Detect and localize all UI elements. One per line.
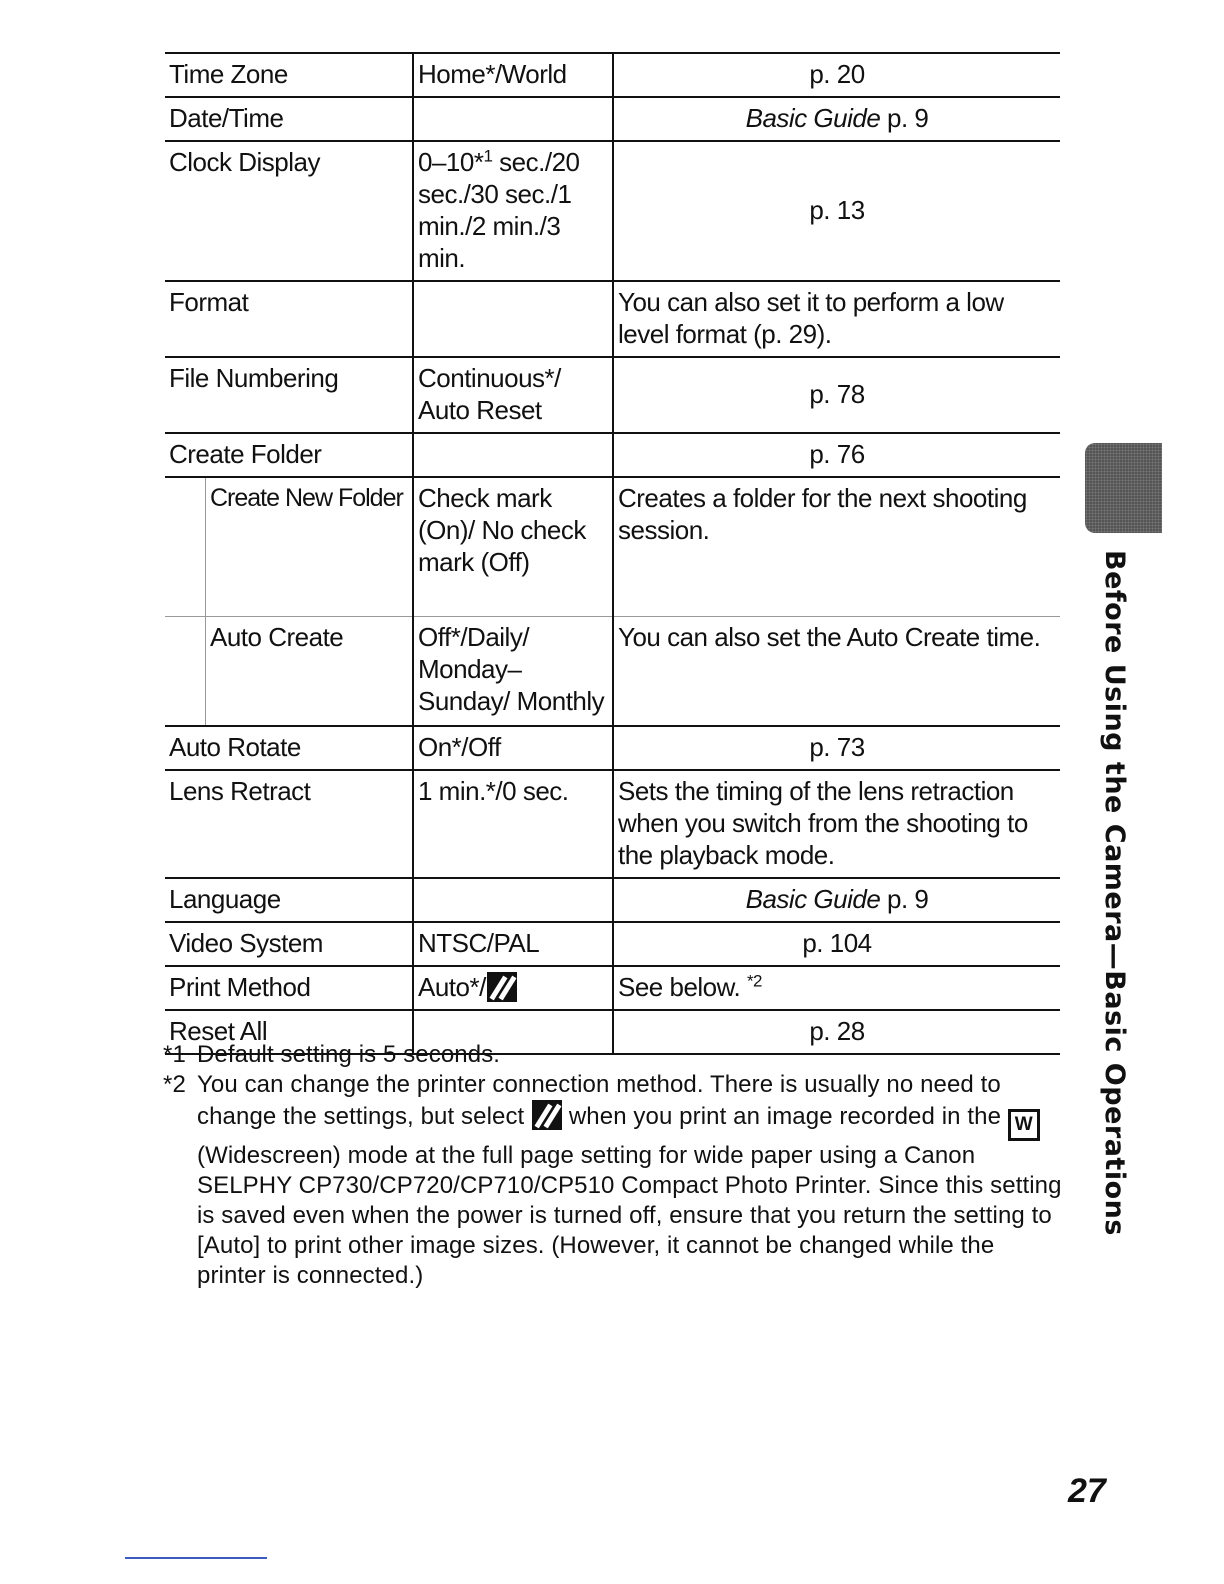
- page-number: 27: [1068, 1472, 1106, 1510]
- setting-options: [413, 281, 613, 357]
- table-row: [165, 770, 1060, 878]
- setting-reference: p. 20: [613, 53, 1060, 97]
- chapter-side-label: [1094, 550, 1134, 1236]
- settings-table: [165, 52, 1060, 1055]
- option-text: Auto*/: [418, 972, 486, 1002]
- option-text: sec./20 sec./30 sec./1 min./2 min./3 min.: [418, 147, 580, 273]
- setting-reference: [613, 966, 1060, 1010]
- setting-options: [413, 966, 613, 1010]
- setting-options: [413, 878, 613, 922]
- footnote: [163, 1040, 1063, 1070]
- sub-setting-label: Create New Folder: [205, 478, 408, 616]
- setting-name: [165, 477, 413, 617]
- setting-options: [413, 97, 613, 141]
- widescreen-icon: W: [1008, 1109, 1040, 1141]
- footnote-ref: 1: [483, 146, 493, 166]
- setting-reference: p. 76: [613, 433, 1060, 477]
- setting-options: [413, 433, 613, 477]
- bottom-rule: [125, 1557, 267, 1559]
- footnote-text: (Widescreen) mode at the full page setting for wide paper using a Canon SELPHY CP730/CP720/CP710/CP510 Compact Photo Printer. Since this setting is saved even when the power is turned off, ensure that you return the setting to [Auto] to print other image sizes. (However, it cannot be changed while the printer is connected.): [197, 1142, 1062, 1289]
- setting-reference: p. 78: [613, 357, 1060, 433]
- footnote-text: Default setting is 5 seconds.: [197, 1041, 501, 1068]
- setting-options: On*/Off: [413, 726, 613, 770]
- setting-name: [165, 617, 413, 727]
- table-subrow: [165, 617, 1060, 727]
- table-row: [165, 726, 1060, 770]
- setting-name: Language: [165, 878, 413, 922]
- footnote-text: You can change the printer connection method. There is usually no need to change the settings, but select: [197, 1071, 1001, 1130]
- table-subrow: [165, 477, 1060, 617]
- setting-reference: You can also set the Auto Create time.: [613, 617, 1060, 727]
- setting-options: Check mark (On)/ No check mark (Off): [413, 477, 613, 617]
- option-text: 0–10*: [418, 147, 484, 177]
- page-ref: p. 9: [880, 103, 929, 133]
- setting-name: Auto Rotate: [165, 726, 413, 770]
- footnote: [163, 1070, 1063, 1291]
- setting-options: Off*/Daily/ Monday–Sunday/ Monthly: [413, 617, 613, 727]
- setting-options: NTSC/PAL: [413, 922, 613, 966]
- page-ref: p. 9: [880, 884, 929, 914]
- chapter-title: Before Using the Camera—Basic Operations: [1099, 550, 1130, 1236]
- setting-name: File Numbering: [165, 357, 413, 433]
- table-row: [165, 433, 1060, 477]
- setting-reference: Creates a folder for the next shooting session.: [613, 477, 1060, 617]
- setting-name: Clock Display: [165, 141, 413, 281]
- setting-reference: [613, 878, 1060, 922]
- sub-setting-label: Auto Create: [205, 617, 408, 725]
- setting-reference: p. 104: [613, 922, 1060, 966]
- direct-print-icon: [532, 1100, 562, 1130]
- setting-name: Reset All: [165, 1010, 413, 1054]
- setting-options: Continuous*/ Auto Reset: [413, 357, 613, 433]
- setting-reference: You can also set it to perform a low level format (p. 29).: [613, 281, 1060, 357]
- setting-reference: [613, 97, 1060, 141]
- setting-name: Video System: [165, 922, 413, 966]
- setting-name: Create Folder: [165, 433, 413, 477]
- footnote-ref: *2: [746, 971, 763, 991]
- setting-name: Format: [165, 281, 413, 357]
- table-row: [165, 281, 1060, 357]
- table-row: [165, 357, 1060, 433]
- footnote-mark: *1: [163, 1041, 186, 1068]
- table-row: [165, 966, 1060, 1010]
- footnote-text: when you print an image recorded in the: [562, 1103, 1008, 1130]
- setting-reference: Sets the timing of the lens retraction when you switch from the shooting to the playback mode.: [613, 770, 1060, 878]
- guide-title: Basic Guide: [745, 103, 881, 133]
- setting-name: Print Method: [165, 966, 413, 1010]
- table-row: [165, 97, 1060, 141]
- setting-name: Date/Time: [165, 97, 413, 141]
- table-row: [165, 922, 1060, 966]
- direct-print-icon: [487, 972, 517, 1002]
- setting-name: Time Zone: [165, 53, 413, 97]
- table-row: [165, 53, 1060, 97]
- table-row: [165, 878, 1060, 922]
- setting-reference: p. 13: [613, 141, 1060, 281]
- chapter-tab-marker: [1085, 443, 1162, 533]
- setting-options: [413, 141, 613, 281]
- setting-reference: p. 73: [613, 726, 1060, 770]
- setting-options: Home*/World: [413, 53, 613, 97]
- footnote-mark: *2: [163, 1071, 186, 1098]
- setting-reference: p. 28: [613, 1010, 1060, 1054]
- footnotes: [163, 1040, 1063, 1291]
- guide-title: Basic Guide: [745, 884, 881, 914]
- table-row: [165, 141, 1060, 281]
- setting-options: 1 min.*/0 sec.: [413, 770, 613, 878]
- setting-name: Lens Retract: [165, 770, 413, 878]
- reference-text: See below.: [618, 972, 747, 1002]
